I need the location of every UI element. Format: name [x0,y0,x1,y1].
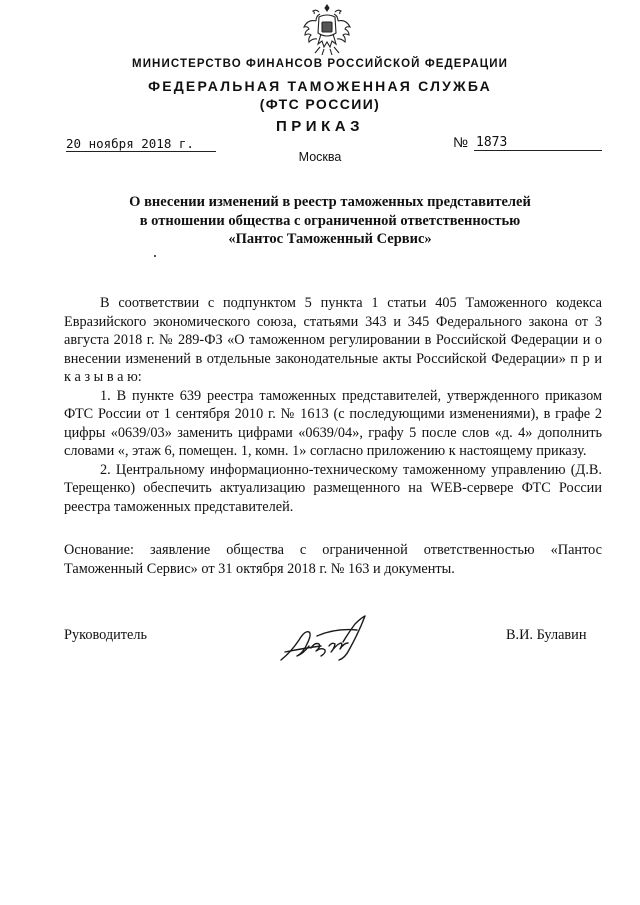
double-headed-eagle-emblem-icon [302,4,352,58]
document-number-field [474,133,602,151]
city: Москва [298,150,342,164]
preamble-paragraph: В соответствии с подпунктом 5 пункта 1 статьи 405 Таможенного кодекса Евразийского экономического союза, статьями 343 и 345 Федерального закона от 3 августа 2018 г. № 289-ФЗ «О таможенном регулировании в Российской Федерации и о внесении изменений в отдельные законодательные акты Российской Федерации» п р и к а з ы в а ю: [64,295,602,385]
document-number: 1873 [476,135,508,150]
title-line-3: «Пантос Таможенный Сервис» [228,231,432,247]
document-body [64,294,602,516]
handwritten-signature-icon [277,612,379,666]
basis-paragraph: Основание: заявление общества с ограниченной ответственностью «Пантос Таможенный Сервис» от 31 октября 2018 г. № 163 и документы. [64,542,602,577]
number-label: № [453,134,469,150]
clause-2-paragraph: 2. Центральному информационно-техническому таможенному управлению (Д.В. Терещенко) обеспечить актуализацию размещенного на WEB-сервере ФТС России реестра таможенных представителей. [64,461,602,515]
document-type: ПРИКАЗ [276,118,364,135]
title-line-2: в отношении общества с ограниченной ответственностью [139,212,521,229]
title-line-1: О внесении изменений в реестр таможенных представителей [129,194,531,210]
signer-role: Руководитель [64,627,148,643]
document-title [60,193,600,249]
service-short-name: (ФТС РОССИИ) [259,96,381,112]
service-name: ФЕДЕРАЛЬНАЯ ТАМОЖЕННАЯ СЛУЖБА [148,78,492,94]
ministry-name: МИНИСТЕРСТВО ФИНАНСОВ РОССИЙСКОЙ ФЕДЕРАЦИИ [132,58,508,70]
document-date: 20 ноября 2018 г. [66,136,194,151]
signer-name: В.И. Булавин [506,627,587,643]
stray-dot [154,255,156,257]
clause-1-paragraph: 1. В пункте 639 реестра таможенных представителей, утвержденного приказом ФТС России от 1 сентября 2010 г. № 1613 (с последующими изменениями), в графе 2 цифры «0639/03» заменить цифрами «0639/04», графу 5 после слов «д. 4» дополнить словами «, этаж 6, помещен. 1, комн. 1» согласно приложению к настоящему приказу. [64,387,602,459]
